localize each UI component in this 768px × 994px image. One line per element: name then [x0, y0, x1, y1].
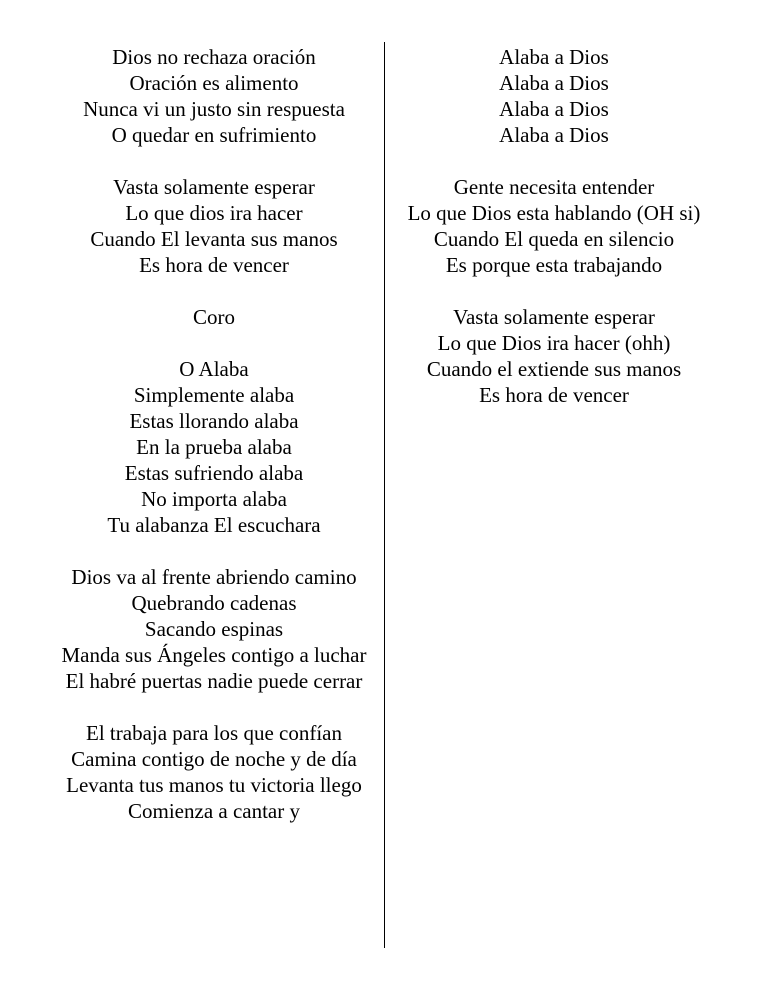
lyric-line: El trabaja para los que confían	[86, 721, 342, 745]
lyric-line: Cuando el extiende sus manos	[426, 357, 682, 381]
lyric-line: Coro	[193, 305, 235, 329]
lyric-line: Alaba a Dios	[499, 97, 609, 121]
lyric-line: Estas llorando alaba	[129, 409, 299, 433]
lyric-line: En la prueba alaba	[136, 435, 292, 459]
lyric-line: No importa alaba	[141, 487, 287, 511]
lyric-line: Es porque esta trabajando	[445, 253, 663, 277]
lyric-line: Camina contigo de noche y de día	[71, 747, 357, 771]
column-divider	[384, 42, 385, 948]
lyric-line: Gente necesita entender	[453, 175, 655, 199]
lyric-line: Estas sufriendo alaba	[124, 461, 304, 485]
lyric-line: Vasta solamente esperar	[113, 175, 315, 199]
stanza	[44, 564, 384, 694]
stanza	[44, 356, 384, 538]
lyric-line: El habré puertas nadie puede cerrar	[65, 669, 363, 693]
lyric-line: Es hora de vencer	[139, 253, 289, 277]
stanza	[44, 720, 384, 824]
lyric-line: Levanta tus manos tu victoria llego	[66, 773, 362, 797]
lyric-line: Lo que Dios ira hacer (ohh)	[437, 331, 671, 355]
stanza	[44, 174, 384, 278]
lyric-line: Nunca vi un justo sin respuesta	[83, 97, 345, 121]
lyric-line: Lo que Dios esta hablando (OH si)	[407, 201, 701, 225]
stanza	[394, 44, 714, 148]
chorus-label	[44, 304, 384, 330]
lyric-line: Manda sus Ángeles contigo a luchar	[61, 643, 367, 667]
lyric-line: Es hora de vencer	[479, 383, 629, 407]
stanza	[44, 44, 384, 148]
lyric-line: Alaba a Dios	[499, 123, 609, 147]
lyric-line: Cuando El levanta sus manos	[90, 227, 338, 251]
lyric-line: Cuando El queda en silencio	[433, 227, 675, 251]
lyric-line: Vasta solamente esperar	[453, 305, 655, 329]
lyric-line: Dios no rechaza oración	[112, 45, 316, 69]
lyric-line: Tu alabanza El escuchara	[107, 513, 321, 537]
stanza	[394, 174, 714, 278]
lyric-line: Sacando espinas	[144, 617, 284, 641]
right-column	[394, 44, 714, 434]
lyric-line: Comienza a cantar y	[128, 799, 300, 823]
lyric-line: Simplemente alaba	[133, 383, 295, 407]
lyric-line: Quebrando cadenas	[131, 591, 297, 615]
lyric-line: Lo que dios ira hacer	[125, 201, 303, 225]
lyric-line: Alaba a Dios	[499, 45, 609, 69]
left-column	[44, 44, 384, 850]
lyric-line: O quedar en sufrimiento	[111, 123, 317, 147]
lyric-line: Oración es alimento	[129, 71, 299, 95]
lyric-line: Dios va al frente abriendo camino	[71, 565, 357, 589]
lyric-line: Alaba a Dios	[499, 71, 609, 95]
stanza	[394, 304, 714, 408]
lyric-line: O Alaba	[179, 357, 249, 381]
